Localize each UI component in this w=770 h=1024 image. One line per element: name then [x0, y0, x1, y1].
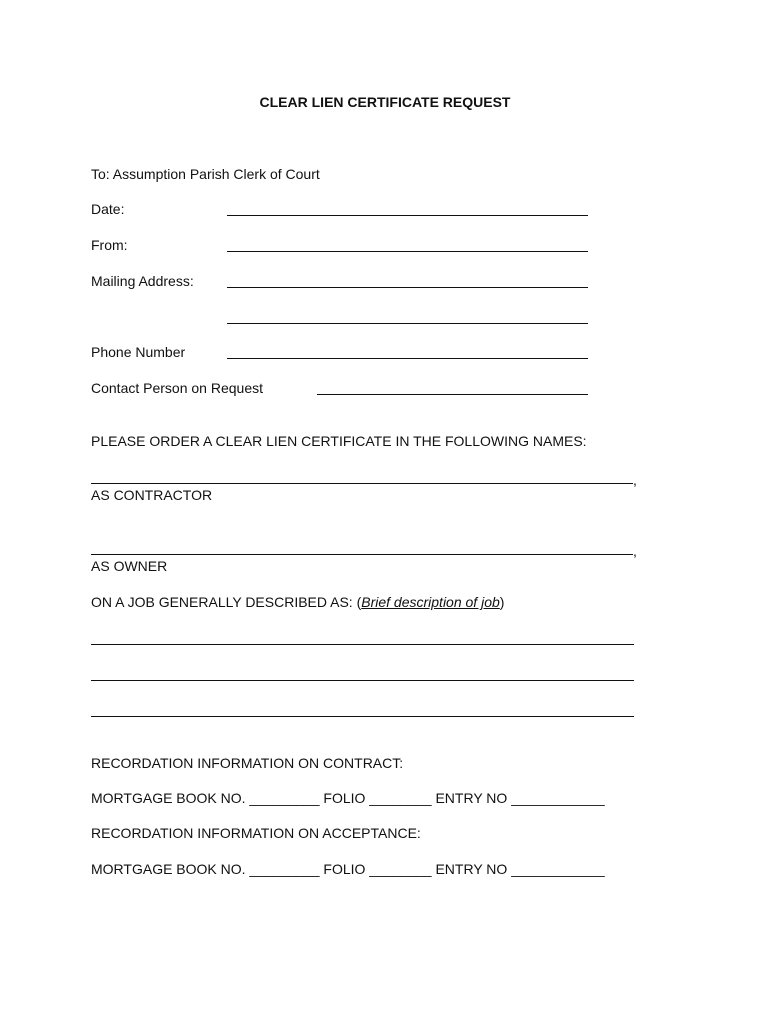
recipient-line: To: Assumption Parish Clerk of Court — [91, 166, 320, 182]
contractor-comma: , — [633, 472, 637, 488]
form-title: CLEAR LIEN CERTIFICATE REQUEST — [259, 94, 511, 110]
from-label: From: — [91, 237, 128, 253]
job-description-line-3[interactable] — [91, 716, 634, 717]
mailing-address-line-1[interactable] — [227, 287, 588, 288]
contractor-name-line[interactable] — [91, 483, 633, 484]
job-description-suffix: ) — [499, 594, 505, 610]
job-description-label — [91, 594, 504, 610]
recordation-contract-heading: RECORDATION INFORMATION ON CONTRACT: — [91, 755, 404, 771]
as-owner-label: AS OWNER — [91, 558, 168, 574]
job-description-prefix: ON A JOB GENERALLY DESCRIBED AS: ( — [91, 594, 362, 610]
mailing-address-label: Mailing Address: — [91, 273, 194, 289]
owner-name-line[interactable] — [91, 554, 633, 555]
date-field-line[interactable] — [227, 215, 588, 216]
as-contractor-label: AS CONTRACTOR — [91, 487, 213, 503]
recordation-acceptance-heading: RECORDATION INFORMATION ON ACCEPTANCE: — [91, 825, 421, 841]
contact-person-label: Contact Person on Request — [91, 380, 263, 396]
mortgage-line-contract: MORTGAGE BOOK NO. _________ FOLIO ________ ENTRY NO ____________ — [91, 790, 605, 806]
mortgage-line-acceptance: MORTGAGE BOOK NO. _________ FOLIO ________ ENTRY NO ____________ — [91, 861, 605, 877]
contact-person-field-line[interactable] — [317, 394, 588, 395]
job-description-hint: Brief description of job — [361, 594, 500, 610]
from-field-line[interactable] — [227, 251, 588, 252]
order-heading: PLEASE ORDER A CLEAR LIEN CERTIFICATE IN THE FOLLOWING NAMES: — [91, 433, 587, 449]
job-description-line-2[interactable] — [91, 680, 634, 681]
phone-field-line[interactable] — [227, 358, 588, 359]
job-description-line-1[interactable] — [91, 644, 634, 645]
phone-label: Phone Number — [91, 344, 186, 360]
date-label: Date: — [91, 201, 125, 217]
owner-comma: , — [633, 543, 637, 559]
mailing-address-line-2[interactable] — [227, 323, 588, 324]
